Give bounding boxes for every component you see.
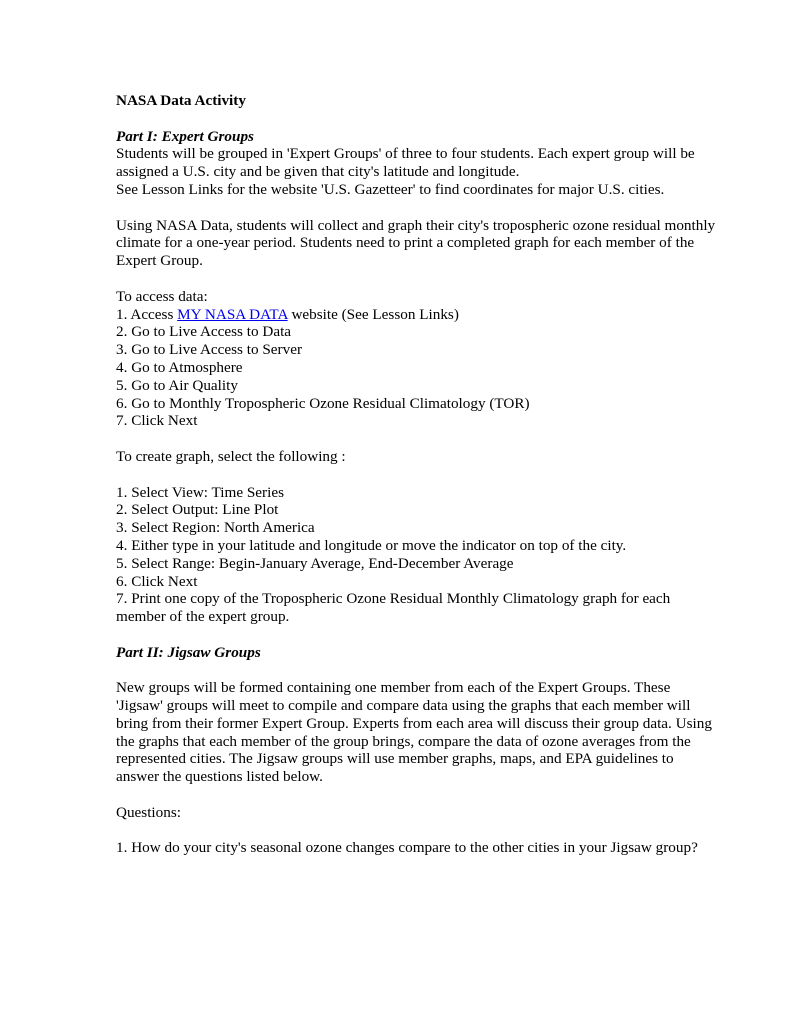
access-step-1-suffix: website (See Lesson Links) (287, 305, 459, 323)
access-step: 6. Go to Monthly Tropospheric Ozone Residual Climatology (TOR) (116, 394, 530, 412)
graph-step: 1. Select View: Time Series (116, 483, 284, 501)
access-steps-list (116, 306, 716, 431)
access-step: 7. Click Next (116, 412, 198, 430)
part2-para1: New groups will be formed containing one member from each of the Expert Groups. These 'Jigsaw' groups will meet to compile and compare data using the graphs that each member will bring from their former Expert Group. Experts from each area will discuss their group data. Using the graphs that each member of the group brings, compare the data of ozone averages from the represented cities. The Jigsaw groups will use member graphs, maps, and EPA guidelines to answer the questions listed below. (116, 679, 712, 786)
document-page (116, 92, 716, 857)
access-step: 5. Go to Air Quality (116, 376, 238, 394)
graph-step: 3. Select Region: North America (116, 519, 315, 537)
part1-para1b: See Lesson Links for the website 'U.S. Gazetteer' to find coordinates for major U.S. cities. (116, 180, 665, 198)
part2-heading: Part II: Jigsaw Groups (116, 643, 261, 661)
part1-paragraph (116, 145, 716, 198)
document-title: NASA Data Activity (116, 92, 246, 109)
graph-step: 5. Select Range: Begin-January Average, End-December Average (116, 554, 514, 572)
access-step: 2. Go to Live Access to Data (116, 323, 292, 341)
access-step: 3. Go to Live Access to Server (116, 341, 303, 359)
access-intro: To access data: (116, 287, 208, 305)
access-step-1-prefix: 1. Access (116, 305, 178, 323)
questions-label: Questions: (116, 803, 181, 821)
graph-step: 7. Print one copy of the Tropospheric Ozone Residual Monthly Climatology graph for each member of the expert group. (116, 590, 671, 626)
graph-intro: To create graph, select the following : (116, 447, 346, 465)
graph-step: 6. Click Next (116, 572, 198, 590)
part1-heading: Part I: Expert Groups (116, 127, 254, 145)
access-step (116, 306, 716, 324)
part1-para2: Using NASA Data, students will collect and graph their city's tropospheric ozone residual monthly climate for a one-year period. Students need to print a completed graph for each member of the Expert Group. (116, 216, 716, 270)
graph-step: 4. Either type in your latitude and longitude or move the indicator on top of the city. (116, 536, 627, 554)
graph-steps-list (116, 484, 716, 626)
question-1: 1. How do your city's seasonal ozone changes compare to the other cities in your Jigsaw group? (116, 839, 698, 857)
my-nasa-data-link[interactable]: MY NASA DATA (177, 305, 288, 323)
access-step: 4. Go to Atmosphere (116, 358, 243, 376)
graph-step: 2. Select Output: Line Plot (116, 501, 279, 519)
part1-para1: Students will be grouped in 'Expert Groups' of three to four students. Each expert group will be assigned a U.S. city and be given that city's latitude and longitude. (116, 145, 695, 181)
